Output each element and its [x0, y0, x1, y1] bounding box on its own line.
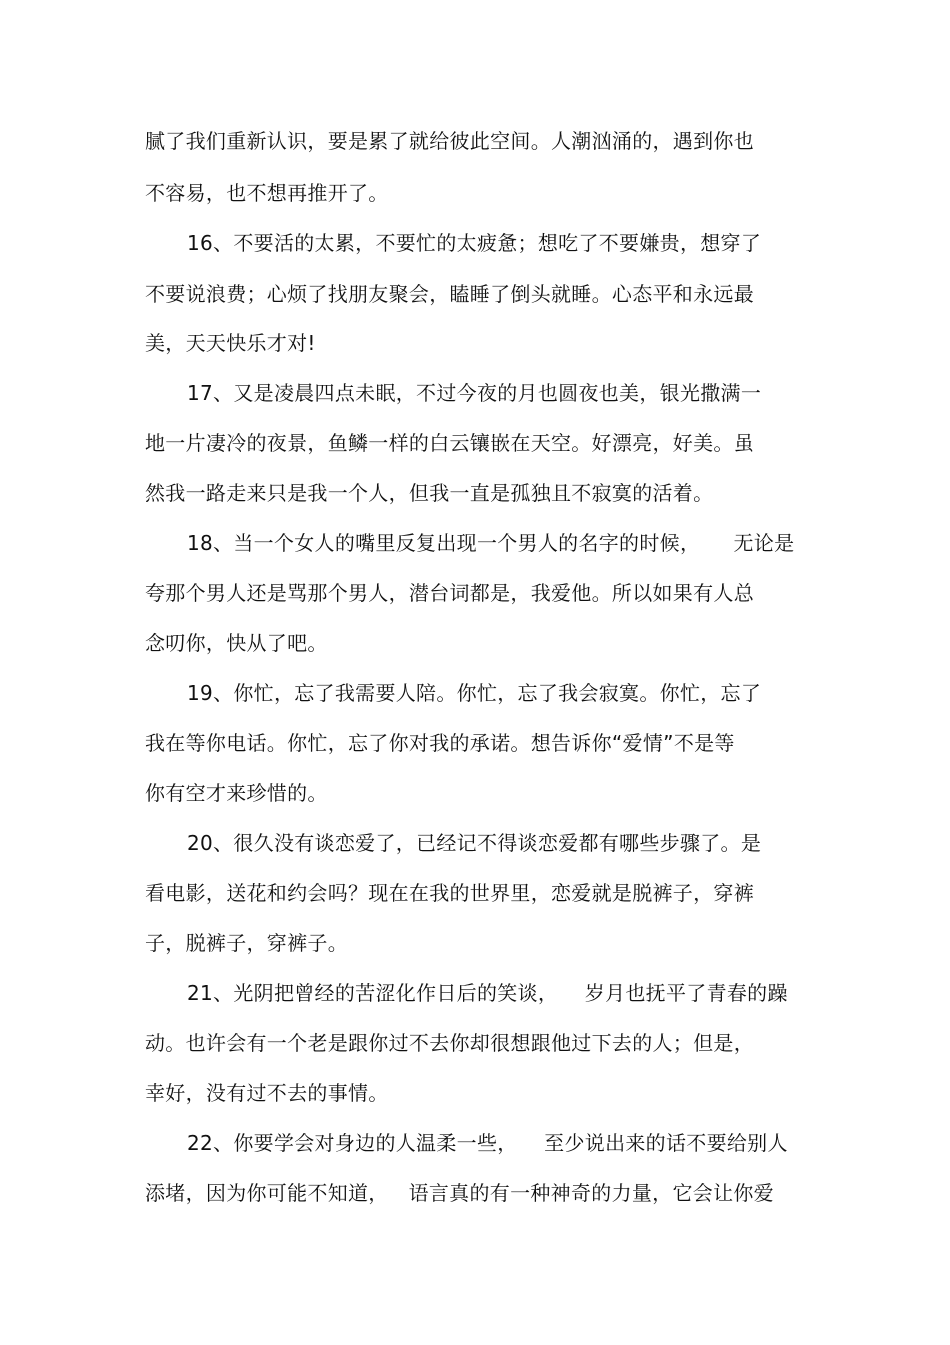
text-line: 不要说浪费；心烦了找朋友聚会，瞌睡了倒头就睡。心态平和永远最 [145, 282, 754, 306]
text-line: 你有空才来珍惜的。 [145, 781, 328, 805]
text-line: 添堵，因为你可能不知道， 语言真的有一种神奇的力量，它会让你爱 [145, 1181, 774, 1205]
text-line: 美，天天快乐才对! [145, 331, 316, 355]
paragraph-18-line: 18、当一个女人的嘴里反复出现一个男人的名字的时候， 无论是 [187, 531, 795, 555]
text-line: 不容易，也不想再推开了。 [145, 181, 389, 205]
text-line: 念叨你，快从了吧。 [145, 631, 328, 655]
paragraph-20-line: 20、很久没有谈恋爱了，已经记不得谈恋爱都有哪些步骤了。是 [187, 831, 762, 855]
paragraph-19-line: 19、你忙，忘了我需要人陪。你忙，忘了我会寂寞。你忙，忘了 [187, 681, 762, 705]
paragraph-16-line: 16、不要活的太累，不要忙的太疲惫；想吃了不要嫌贵，想穿了 [187, 231, 762, 255]
text-line: 夸那个男人还是骂那个男人，潜台词都是，我爱他。所以如果有人总 [145, 581, 754, 605]
text-line: 地一片凄冷的夜景，鱼鳞一样的白云镶嵌在天空。好漂亮，好美。虽 [145, 431, 754, 455]
paragraph-22-line: 22、你要学会对身边的人温柔一些， 至少说出来的话不要给别人 [187, 1131, 788, 1155]
text-line: 腻了我们重新认识，要是累了就给彼此空间。人潮汹涌的，遇到你也 [145, 129, 754, 153]
text-line: 然我一路走来只是我一个人，但我一直是孤独且不寂寞的活着。 [145, 481, 714, 505]
text-line: 子，脱裤子，穿裤子。 [145, 931, 348, 955]
paragraph-17-line: 17、又是凌晨四点未眠，不过今夜的月也圆夜也美，银光撒满一 [187, 381, 762, 405]
text-line: 动。也许会有一个老是跟你过不去你却很想跟他过下去的人；但是， [145, 1031, 754, 1055]
text-line: 我在等你电话。你忙，忘了你对我的承诺。想告诉你“爱情”不是等 [145, 731, 735, 755]
text-line: 幸好，没有过不去的事情。 [145, 1081, 389, 1105]
text-line: 看电影，送花和约会吗？现在在我的世界里，恋爱就是脱裤子，穿裤 [145, 881, 754, 905]
paragraph-21-line: 21、光阴把曾经的苦涩化作日后的笑谈， 岁月也抚平了青春的躁 [187, 981, 788, 1005]
